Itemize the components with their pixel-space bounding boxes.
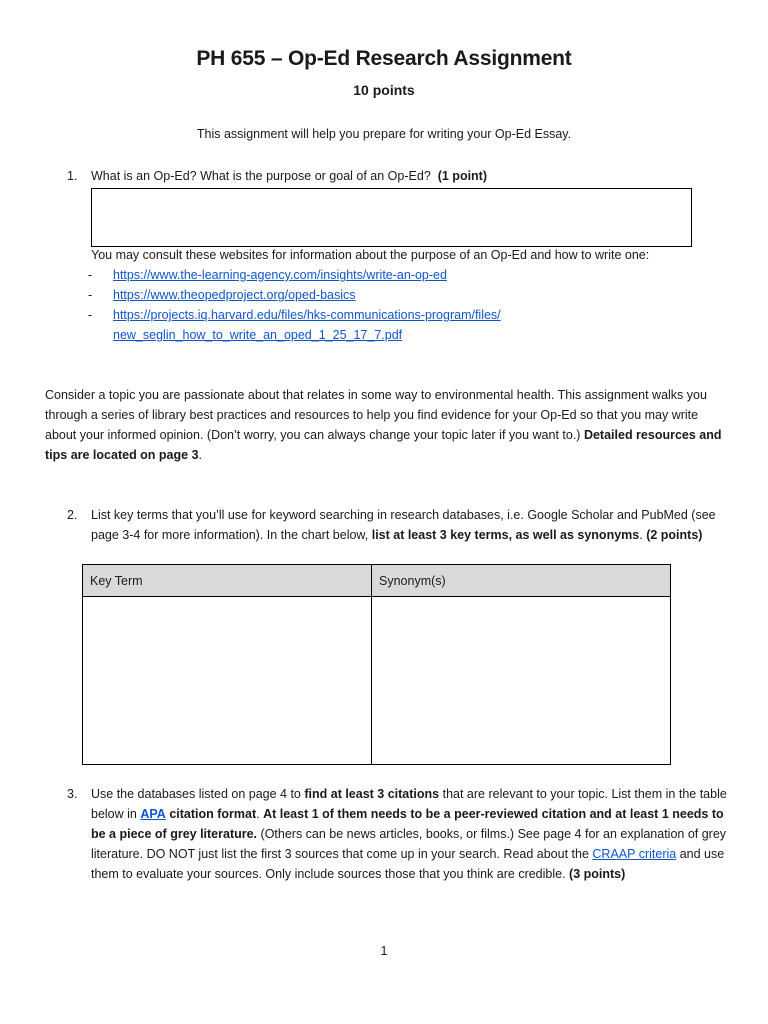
- list-item: - https://projects.iq.harvard.edu/files/hks-communications-program/files/: [88, 305, 501, 325]
- topic-end: .: [198, 448, 202, 462]
- q1-points: (1 point): [437, 169, 488, 183]
- col-synonyms: Synonym(s): [372, 565, 671, 597]
- link-harvard-part2[interactable]: new_seglin_how_to_write_an_oped_1_25_17_7.pdf: [113, 328, 403, 342]
- craap-link[interactable]: CRAAP criteria: [592, 847, 677, 861]
- topic-text: Consider a topic you are passionate about that relates in some way to environmental health. This assignment walks you through a series of library best practices and resources to help you find evidence for your Op-Ed so that you may write about your informed opinion. (Don’t worry, you can always change your topic later if you want to.): [45, 388, 707, 442]
- q3-t3: .: [256, 807, 260, 821]
- synonyms-cell[interactable]: [372, 597, 671, 765]
- q3-t5: and use them to evaluate your sources. Only include sources those that you think are credible.: [91, 847, 725, 881]
- list-item: - https://www.theopedproject.org/oped-basics: [88, 285, 501, 305]
- q3-t1: Use the databases listed on page 4 to: [91, 787, 301, 801]
- list-item: [88, 325, 501, 345]
- q1-answer-box[interactable]: [91, 188, 692, 247]
- apa-link[interactable]: APA: [140, 807, 166, 821]
- q2-mid: .: [639, 528, 643, 542]
- table-row: [83, 597, 671, 765]
- topic-bold-note: Detailed resources and tips are located on page 3: [45, 428, 722, 462]
- q3-b2: citation format: [169, 807, 257, 821]
- col-key-term: Key Term: [83, 565, 372, 597]
- q2-points: (2 points): [646, 528, 703, 542]
- q3-points: (3 points): [569, 867, 626, 881]
- q2-text: [91, 505, 731, 545]
- link-harvard-part1[interactable]: https://projects.iq.harvard.edu/files/hks-communications-program/files/: [113, 308, 501, 322]
- q1-consult-text: You may consult these websites for information about the purpose of an Op-Ed and how to write one:: [91, 248, 650, 262]
- page-title: PH 655 – Op-Ed Research Assignment: [196, 47, 572, 70]
- intro-text: This assignment will help you prepare for writing your Op-Ed Essay.: [196, 127, 572, 141]
- q1-text: [91, 166, 487, 186]
- list-item: - https://www.the-learning-agency.com/insights/write-an-op-ed: [88, 265, 501, 285]
- q2-number: 2.: [67, 508, 78, 522]
- points-subtitle: 10 points: [353, 82, 415, 98]
- q3-text: [91, 784, 731, 884]
- topic-paragraph: [45, 385, 725, 465]
- key-terms-table: [82, 564, 671, 765]
- q3-number: 3.: [67, 787, 78, 801]
- q1-link-list: [88, 265, 501, 345]
- q3-t4: (Others can be news articles, books, or films.) See page 4 for an explanation of grey literature. DO NOT just list the first 3 sources that come up in your search. Read about the: [91, 827, 727, 861]
- q3-b3: At least 1 of them needs to be a peer-reviewed citation and at least 1 needs to be a piece of grey literature.: [91, 807, 724, 841]
- q1-number: 1.: [67, 169, 78, 183]
- q2-question: List key terms that you’ll use for keyword searching in research databases, i.e. Google Scholar and PubMed (see page 3-4 for more information). In the chart below,: [91, 508, 716, 542]
- link-oped-project[interactable]: https://www.theopedproject.org/oped-basics: [113, 288, 356, 302]
- q2-bold: list at least 3 key terms, as well as synonyms: [371, 528, 640, 542]
- q3-t2: that are relevant to your topic. List them in the table below in: [91, 787, 727, 821]
- q1-question: What is an Op-Ed? What is the purpose or goal of an Op-Ed?: [91, 169, 431, 183]
- key-term-cell[interactable]: [83, 597, 372, 765]
- table-header-row: [83, 565, 671, 597]
- link-learning-agency[interactable]: https://www.the-learning-agency.com/insights/write-an-op-ed: [113, 268, 447, 282]
- page-number: 1: [380, 944, 388, 958]
- q3-b1: find at least 3 citations: [304, 787, 440, 801]
